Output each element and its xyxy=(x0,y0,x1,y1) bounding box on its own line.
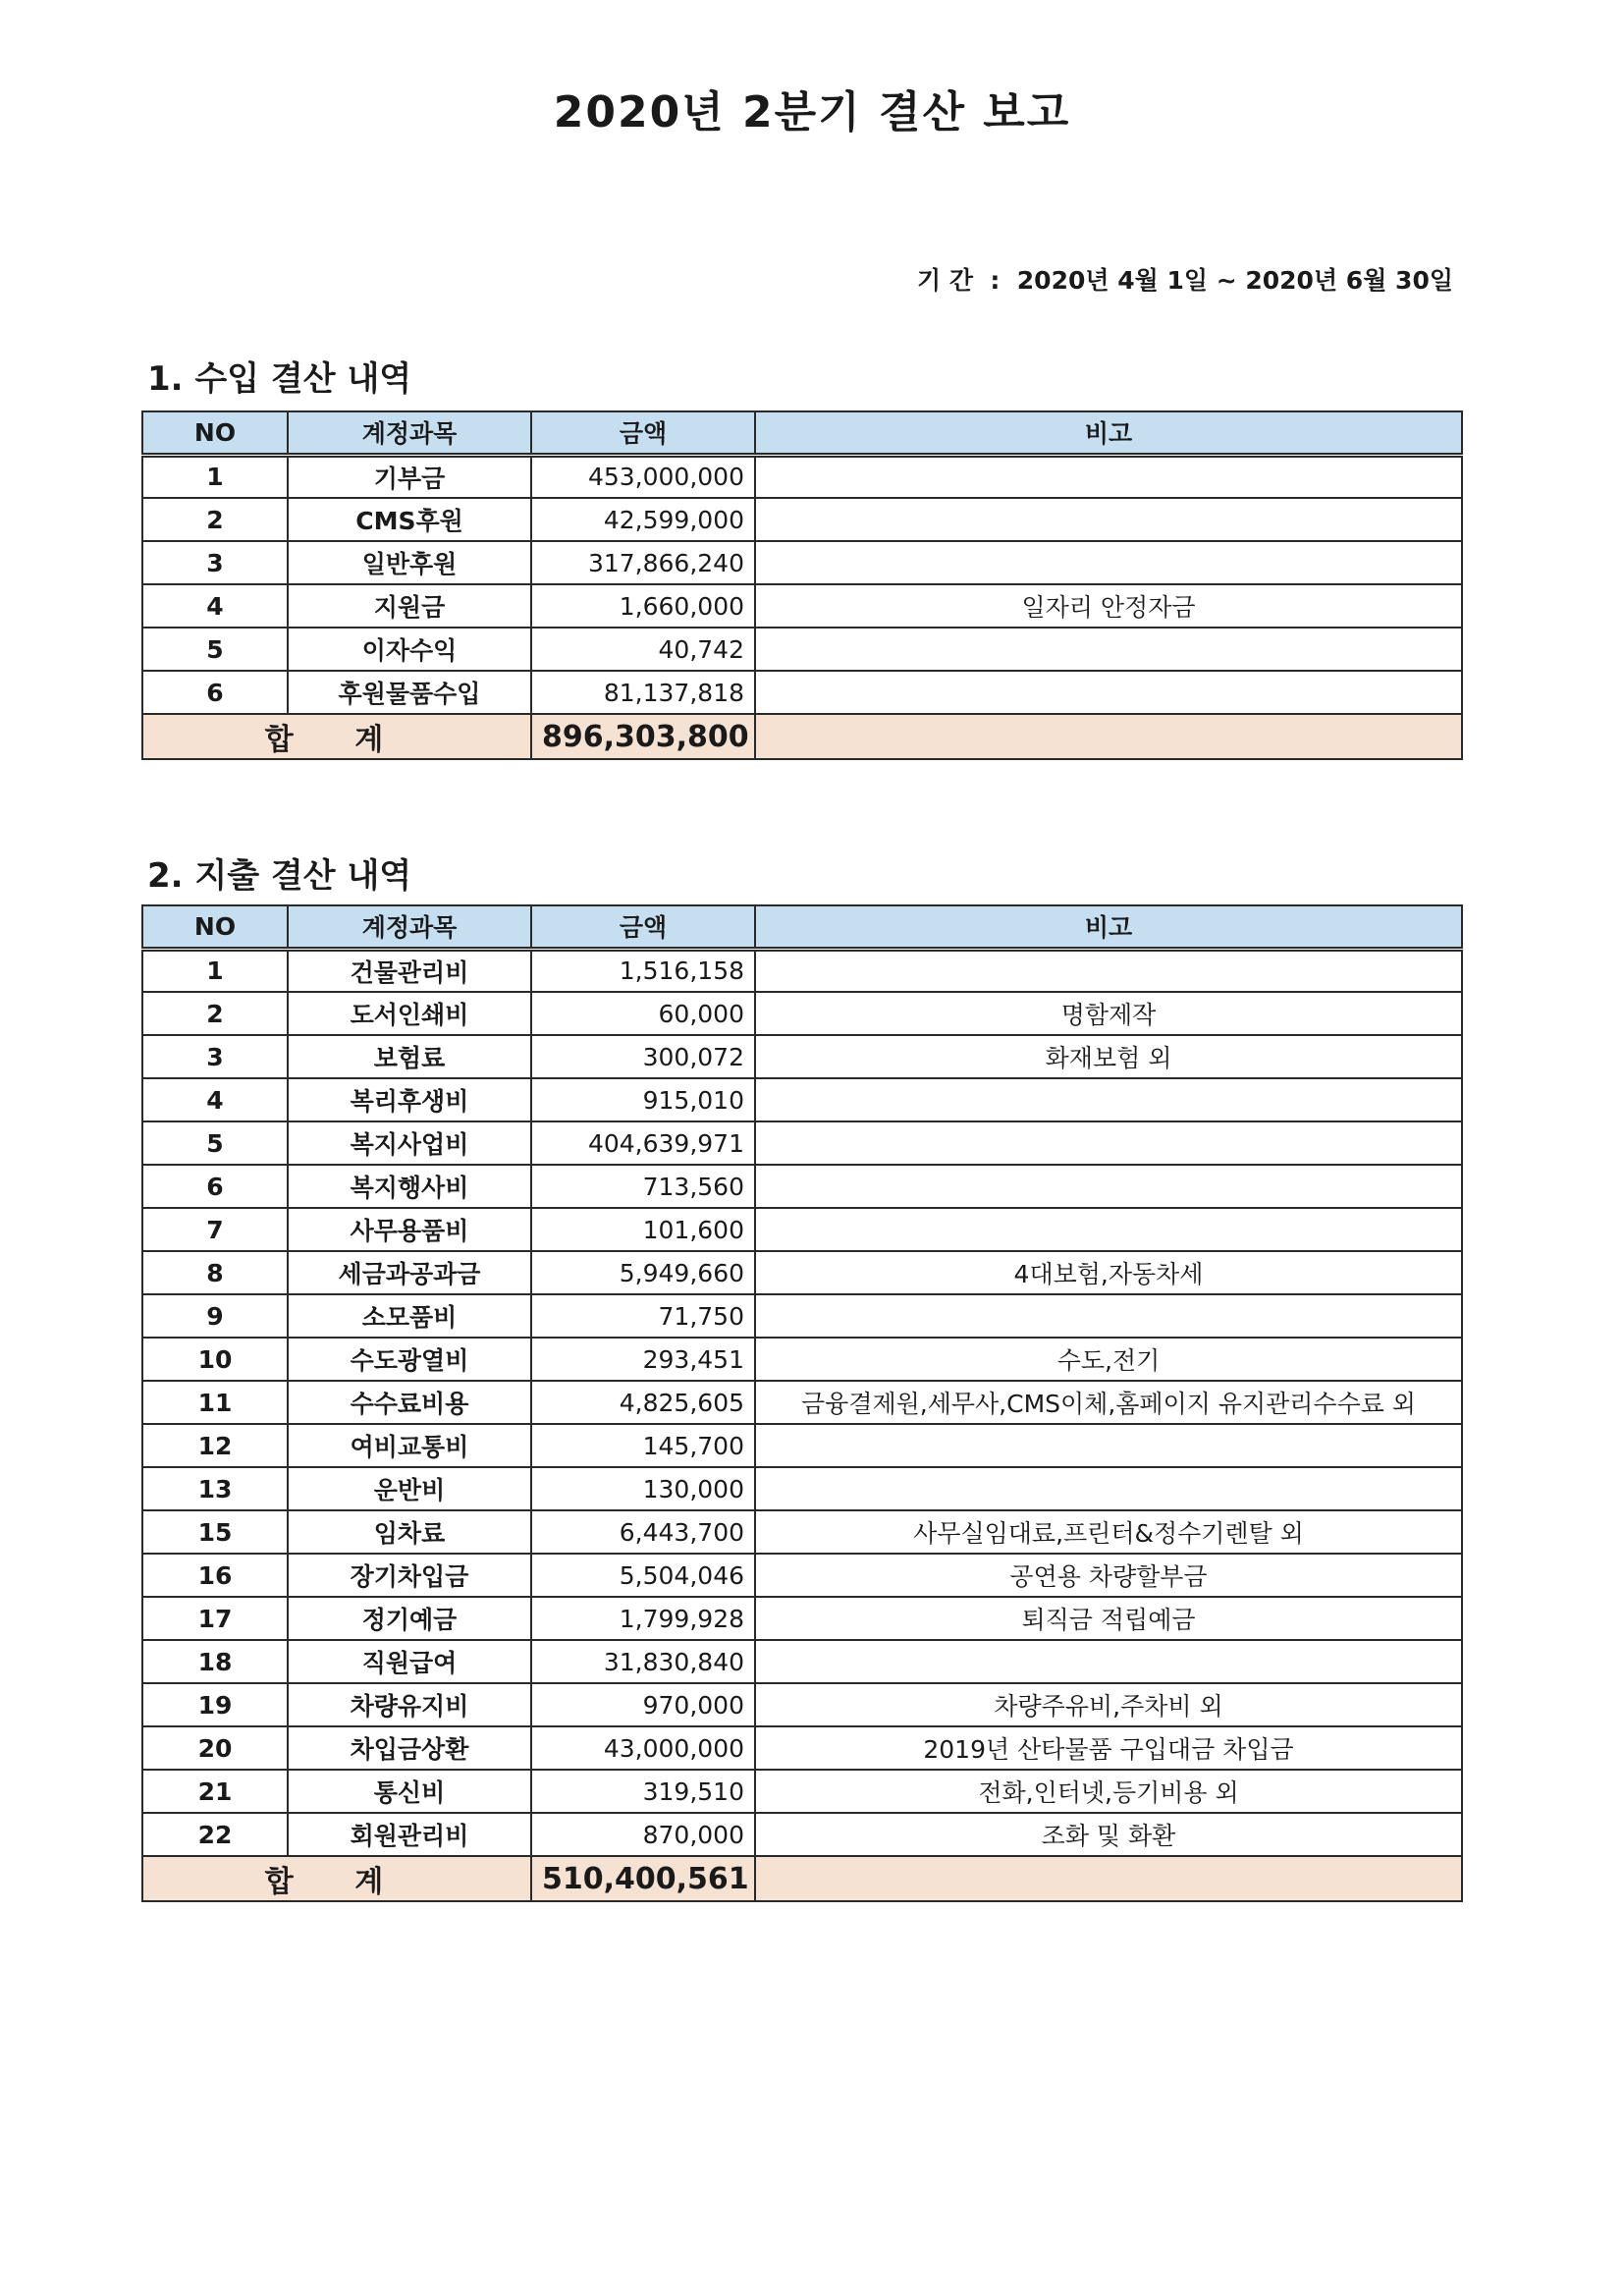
note-text: 2019년 산타물품 구입대금 차입금 xyxy=(755,1726,1462,1770)
note-text: 수도,전기 xyxy=(755,1338,1462,1381)
row-number: 21 xyxy=(142,1770,288,1813)
table-row xyxy=(142,1683,1462,1726)
column-header-account: 계정과목 xyxy=(288,411,531,455)
row-number: 20 xyxy=(142,1726,288,1770)
row-number: 7 xyxy=(142,1208,288,1251)
account-name: 세금과공과금 xyxy=(288,1251,531,1294)
account-name: 복리후생비 xyxy=(288,1078,531,1121)
row-number: 4 xyxy=(142,584,288,628)
note-text: 전화,인터넷,등기비용 외 xyxy=(755,1770,1462,1813)
row-number: 13 xyxy=(142,1467,288,1510)
table-row xyxy=(142,455,1462,498)
table-row xyxy=(142,992,1462,1035)
account-name: 수도광열비 xyxy=(288,1338,531,1381)
note-text xyxy=(755,1467,1462,1510)
account-name: 복지사업비 xyxy=(288,1121,531,1165)
expense-total-note xyxy=(755,1856,1462,1901)
column-header-amount: 금액 xyxy=(531,411,755,455)
row-number: 17 xyxy=(142,1597,288,1640)
account-name: 일반후원 xyxy=(288,541,531,584)
amount-value: 1,516,158 xyxy=(531,949,755,992)
note-text xyxy=(755,1208,1462,1251)
note-text xyxy=(755,1424,1462,1467)
income-table-body xyxy=(142,455,1462,714)
expense-section-heading: 2. 지출 결산 내역 xyxy=(147,856,412,896)
table-row xyxy=(142,1078,1462,1121)
table-row xyxy=(142,584,1462,628)
row-number: 16 xyxy=(142,1554,288,1597)
account-name: 여비교통비 xyxy=(288,1424,531,1467)
table-row xyxy=(142,1294,1462,1338)
account-name: 차입금상환 xyxy=(288,1726,531,1770)
income-total-row xyxy=(142,714,1462,759)
account-name: 도서인쇄비 xyxy=(288,992,531,1035)
note-text xyxy=(755,1165,1462,1208)
amount-value: 300,072 xyxy=(531,1035,755,1078)
account-name: 건물관리비 xyxy=(288,949,531,992)
account-name: 통신비 xyxy=(288,1770,531,1813)
note-text: 공연용 차량할부금 xyxy=(755,1554,1462,1597)
amount-value: 5,504,046 xyxy=(531,1554,755,1597)
note-text xyxy=(755,628,1462,671)
report-period: 기 간 : 2020년 4월 1일 ~ 2020년 6월 30일 xyxy=(916,266,1453,295)
amount-value: 40,742 xyxy=(531,628,755,671)
row-number: 3 xyxy=(142,1035,288,1078)
row-number: 10 xyxy=(142,1338,288,1381)
income-total-amount: 896,303,800 xyxy=(531,714,755,759)
note-text: 일자리 안정자금 xyxy=(755,584,1462,628)
account-name: 수수료비용 xyxy=(288,1381,531,1424)
row-number: 12 xyxy=(142,1424,288,1467)
amount-value: 1,660,000 xyxy=(531,584,755,628)
note-text xyxy=(755,498,1462,541)
table-row xyxy=(142,541,1462,584)
table-row xyxy=(142,671,1462,714)
note-text: 조화 및 화환 xyxy=(755,1813,1462,1856)
amount-value: 31,830,840 xyxy=(531,1640,755,1683)
amount-value: 453,000,000 xyxy=(531,455,755,498)
amount-value: 317,866,240 xyxy=(531,541,755,584)
account-name: 임차료 xyxy=(288,1510,531,1554)
row-number: 5 xyxy=(142,628,288,671)
expense-total-row xyxy=(142,1856,1462,1901)
column-header-note: 비고 xyxy=(755,905,1462,949)
income-total-label: 합 계 xyxy=(142,714,531,759)
amount-value: 42,599,000 xyxy=(531,498,755,541)
table-row xyxy=(142,1640,1462,1683)
row-number: 6 xyxy=(142,671,288,714)
income-table xyxy=(141,410,1463,760)
note-text: 4대보험,자동차세 xyxy=(755,1251,1462,1294)
column-header-no: NO xyxy=(142,905,288,949)
note-text xyxy=(755,1078,1462,1121)
row-number: 9 xyxy=(142,1294,288,1338)
account-name: 정기예금 xyxy=(288,1597,531,1640)
column-header-account: 계정과목 xyxy=(288,905,531,949)
table-row xyxy=(142,498,1462,541)
account-name: 지원금 xyxy=(288,584,531,628)
row-number: 18 xyxy=(142,1640,288,1683)
table-row xyxy=(142,1813,1462,1856)
note-text: 명함제작 xyxy=(755,992,1462,1035)
note-text xyxy=(755,1294,1462,1338)
table-row xyxy=(142,1467,1462,1510)
expense-table xyxy=(141,904,1463,1902)
account-name: 사무용품비 xyxy=(288,1208,531,1251)
row-number: 3 xyxy=(142,541,288,584)
table-row xyxy=(142,1510,1462,1554)
amount-value: 293,451 xyxy=(531,1338,755,1381)
table-row xyxy=(142,1424,1462,1467)
account-name: 장기차입금 xyxy=(288,1554,531,1597)
row-number: 8 xyxy=(142,1251,288,1294)
table-row xyxy=(142,1554,1462,1597)
note-text xyxy=(755,541,1462,584)
table-row xyxy=(142,1597,1462,1640)
note-text xyxy=(755,1640,1462,1683)
amount-value: 319,510 xyxy=(531,1770,755,1813)
row-number: 1 xyxy=(142,949,288,992)
row-number: 15 xyxy=(142,1510,288,1554)
amount-value: 404,639,971 xyxy=(531,1121,755,1165)
account-name: 소모품비 xyxy=(288,1294,531,1338)
amount-value: 970,000 xyxy=(531,1683,755,1726)
amount-value: 6,443,700 xyxy=(531,1510,755,1554)
note-text: 금융결제원,세무사,CMS이체,홈페이지 유지관리수수료 외 xyxy=(755,1381,1462,1424)
amount-value: 130,000 xyxy=(531,1467,755,1510)
amount-value: 81,137,818 xyxy=(531,671,755,714)
row-number: 22 xyxy=(142,1813,288,1856)
expense-table-body xyxy=(142,949,1462,1856)
note-text: 차량주유비,주차비 외 xyxy=(755,1683,1462,1726)
amount-value: 145,700 xyxy=(531,1424,755,1467)
table-header-row xyxy=(142,411,1462,455)
column-header-note: 비고 xyxy=(755,411,1462,455)
amount-value: 713,560 xyxy=(531,1165,755,1208)
note-text: 사무실임대료,프린터&정수기렌탈 외 xyxy=(755,1510,1462,1554)
income-total-note xyxy=(755,714,1462,759)
table-row xyxy=(142,1208,1462,1251)
table-row xyxy=(142,1770,1462,1813)
account-name: 후원물품수입 xyxy=(288,671,531,714)
table-row xyxy=(142,628,1462,671)
table-row xyxy=(142,1121,1462,1165)
row-number: 11 xyxy=(142,1381,288,1424)
amount-value: 43,000,000 xyxy=(531,1726,755,1770)
note-text xyxy=(755,949,1462,992)
row-number: 2 xyxy=(142,992,288,1035)
amount-value: 101,600 xyxy=(531,1208,755,1251)
note-text: 퇴직금 적립예금 xyxy=(755,1597,1462,1640)
expense-total-label: 합 계 xyxy=(142,1856,531,1901)
amount-value: 60,000 xyxy=(531,992,755,1035)
amount-value: 1,799,928 xyxy=(531,1597,755,1640)
account-name: 회원관리비 xyxy=(288,1813,531,1856)
account-name: 직원급여 xyxy=(288,1640,531,1683)
amount-value: 5,949,660 xyxy=(531,1251,755,1294)
account-name: 이자수익 xyxy=(288,628,531,671)
amount-value: 870,000 xyxy=(531,1813,755,1856)
table-header-row xyxy=(142,905,1462,949)
account-name: CMS후원 xyxy=(288,498,531,541)
note-text: 화재보험 외 xyxy=(755,1035,1462,1078)
row-number: 1 xyxy=(142,455,288,498)
amount-value: 71,750 xyxy=(531,1294,755,1338)
note-text xyxy=(755,671,1462,714)
row-number: 4 xyxy=(142,1078,288,1121)
table-row xyxy=(142,1381,1462,1424)
income-section-heading: 1. 수입 결산 내역 xyxy=(147,359,412,399)
account-name: 운반비 xyxy=(288,1467,531,1510)
account-name: 기부금 xyxy=(288,455,531,498)
table-row xyxy=(142,949,1462,992)
page-title: 2020년 2분기 결산 보고 xyxy=(553,87,1071,137)
account-name: 차량유지비 xyxy=(288,1683,531,1726)
row-number: 6 xyxy=(142,1165,288,1208)
note-text xyxy=(755,1121,1462,1165)
amount-value: 915,010 xyxy=(531,1078,755,1121)
column-header-no: NO xyxy=(142,411,288,455)
table-row xyxy=(142,1726,1462,1770)
table-row xyxy=(142,1165,1462,1208)
expense-total-amount: 510,400,561 xyxy=(531,1856,755,1901)
table-row xyxy=(142,1251,1462,1294)
table-row xyxy=(142,1338,1462,1381)
table-row xyxy=(142,1035,1462,1078)
note-text xyxy=(755,455,1462,498)
row-number: 5 xyxy=(142,1121,288,1165)
column-header-amount: 금액 xyxy=(531,905,755,949)
row-number: 2 xyxy=(142,498,288,541)
account-name: 복지행사비 xyxy=(288,1165,531,1208)
amount-value: 4,825,605 xyxy=(531,1381,755,1424)
account-name: 보험료 xyxy=(288,1035,531,1078)
row-number: 19 xyxy=(142,1683,288,1726)
